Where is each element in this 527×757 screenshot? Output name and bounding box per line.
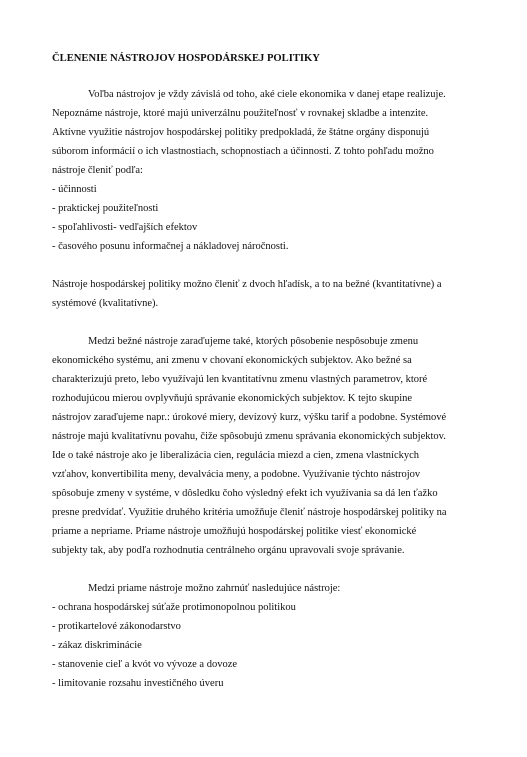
document-title: ČLENENIE NÁSTROJOV HOSPODÁRSKEJ POLITIKY: [52, 53, 320, 64]
paragraph-line: charakterizujú preto, lebo využívajú len kvantitatívnu zmenu vlastných parametrov, ktoré: [52, 374, 428, 385]
list-item: - zákaz diskriminácie: [52, 640, 142, 651]
paragraph-line: subjekty tak, aby podľa rozhodnutia centrálneho orgánu upravovali svoje správanie.: [52, 545, 405, 556]
classification-paragraph: [52, 275, 492, 313]
paragraph-line: Nepoznáme nástroje, ktoré majú univerzálnu použiteľnosť v rovnakej skladbe a intenzite.: [52, 108, 429, 119]
list-item: - účinnosti: [52, 184, 97, 195]
paragraph-spacer: [52, 313, 492, 332]
criteria-list: [52, 180, 492, 256]
list-item: - spoľahlivosti- vedľajších efektov: [52, 222, 198, 233]
direct-tools-intro: Medzi priame nástroje možno zahrnúť nasledujúce nástroje:: [88, 583, 341, 594]
intro-paragraph: [52, 85, 492, 180]
paragraph-line: systémové (kvalitatívne).: [52, 298, 159, 309]
paragraph-line: priame a nepriame. Priame nástroje umožňujú hospodárskej politike viesť ekonomické: [52, 526, 417, 537]
paragraph-line: nástroje majú kvalitatívnu povahu, čiže spôsobujú zmenu správania ekonomických subjektov.: [52, 431, 446, 442]
paragraph-line: spôsobuje zmeny v systéme, v dôsledku čoho výsledný efekt ich využívania sa dá len ťažko: [52, 488, 438, 499]
paragraph-line: Nástroje hospodárskej politiky možno členiť z dvoch hľadísk, a to na bežné (kvantitatívne) a: [52, 279, 442, 290]
paragraph-line: Aktívne využitie nástrojov hospodárskej politiky predpokladá, že štátne orgány disponujú: [52, 127, 430, 138]
list-item: - časového posunu informačnej a nákladovej náročnosti.: [52, 241, 289, 252]
common-tools-paragraph: [52, 332, 492, 560]
paragraph-line: Voľba nástrojov je vždy závislá od toho, aké ciele ekonomika v danej etape realizuje.: [88, 89, 446, 100]
paragraph-line: rozhodujúcou mierou ovplyvňujú správanie ekonomických subjektov. K tejto skupine: [52, 393, 413, 404]
list-item: - ochrana hospodárskej súťaže protimonopolnou politikou: [52, 602, 296, 613]
paragraph-spacer: [52, 256, 492, 275]
paragraph-line: presne predvídať. Využitie druhého kritéria umožňuje členiť nástroje hospodárskej politiky na: [52, 507, 447, 518]
list-item: - stanovenie cieľ a kvót vo vývoze a dovoze: [52, 659, 238, 670]
list-item: - protikartelové zákonodarstvo: [52, 621, 181, 632]
paragraph-line: ekonomického systému, ani zmenu v chovaní ekonomických subjektov. Ako bežné sa: [52, 355, 412, 366]
list-item: - limitovanie rozsahu investičného úveru: [52, 678, 224, 689]
document-page: [52, 52, 492, 693]
paragraph-line: nástroje členiť podľa:: [52, 165, 143, 176]
paragraph-line: Ide o také nástroje ako je liberalizácia cien, regulácia miezd a cien, zmena vlastníckych: [52, 450, 420, 461]
paragraph-line: Medzi bežné nástroje zaraďujeme také, ktorých pôsobenie nespôsobuje zmenu: [88, 336, 419, 347]
list-item: - praktickej použiteľnosti: [52, 203, 159, 214]
paragraph-spacer: [52, 560, 492, 579]
paragraph-line: nástrojov zaraďujeme napr.: úrokové miery, devízový kurz, výšku tarif a podobne. Systémové: [52, 412, 447, 423]
paragraph-line: vzťahov, konvertibilita meny, devalvácia meny, a podobne. Využívanie týchto nástrojov: [52, 469, 421, 480]
direct-tools-section: [52, 579, 492, 693]
paragraph-line: súborom informácií o ich vlastnostiach, schopnostiach a účinnosti. Z tohto pohľadu možno: [52, 146, 434, 157]
